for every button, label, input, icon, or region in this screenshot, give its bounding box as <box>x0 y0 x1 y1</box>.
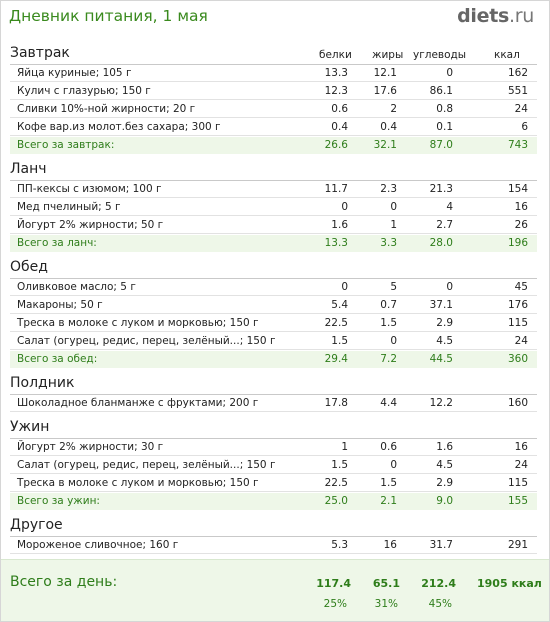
food-row[interactable] <box>10 297 537 314</box>
kcal-value: 24 <box>514 103 528 115</box>
kcal-value: 115 <box>507 317 528 329</box>
carbs-value: 28.0 <box>429 237 453 249</box>
meal-total-label: Всего за завтрак: <box>17 139 115 151</box>
day-total-label: Всего за день: <box>10 574 118 590</box>
carbs-value: 4 <box>446 201 453 213</box>
day-total-kcal: 1905 ккал <box>477 577 542 590</box>
food-name: Йогурт 2% жирности; 50 г <box>17 219 164 231</box>
section-title-snack: Полдник <box>10 375 75 391</box>
page-title: Дневник питания, 1 мая <box>9 7 208 25</box>
carbs-value: 2.9 <box>436 317 453 329</box>
carbs-value: 2.9 <box>436 477 453 489</box>
protein-value: 13.3 <box>324 237 348 249</box>
fat-value: 32.1 <box>373 139 397 151</box>
kcal-value: 160 <box>507 397 528 409</box>
fat-value: 2.3 <box>380 183 397 195</box>
protein-value: 1.6 <box>331 219 348 231</box>
protein-value: 1 <box>341 441 348 453</box>
food-name: Треска в молоке с луком и морковью; 150 г <box>17 477 259 489</box>
food-row[interactable] <box>10 315 537 332</box>
section-title-dinner: Обед <box>10 259 48 275</box>
day-total-protein: 117.4 <box>316 577 351 590</box>
fat-value: 3.3 <box>380 237 397 249</box>
protein-value: 13.3 <box>324 67 348 79</box>
food-name: Треска в молоке с луком и морковью; 150 г <box>17 317 259 329</box>
section-title-lunch: Ланч <box>10 161 47 177</box>
food-row[interactable] <box>10 279 537 296</box>
food-name: Оливковое масло; 5 г <box>17 281 136 293</box>
carbs-value: 4.5 <box>436 459 453 471</box>
carbs-value: 0 <box>446 281 453 293</box>
carbs-value: 44.5 <box>429 353 453 365</box>
day-pct-carbs: 45% <box>428 598 452 610</box>
protein-value: 5.3 <box>331 539 348 551</box>
food-name: Йогурт 2% жирности; 30 г <box>17 441 164 453</box>
food-name: Кулич с глазурью; 150 г <box>17 85 151 97</box>
fat-value: 4.4 <box>380 397 397 409</box>
protein-value: 12.3 <box>324 85 348 97</box>
carbs-value: 0 <box>446 67 453 79</box>
food-row[interactable] <box>10 199 537 216</box>
fat-value: 2 <box>390 103 397 115</box>
food-name: Салат (огурец, редис, перец, зелёный...; 150 г <box>17 335 276 347</box>
food-name: Мед пчелиный; 5 г <box>17 201 121 213</box>
site-logo[interactable] <box>457 5 534 27</box>
protein-value: 0 <box>341 201 348 213</box>
carbs-value: 0.1 <box>436 121 453 133</box>
fat-value: 1.5 <box>380 317 397 329</box>
meal-total-label: Всего за обед: <box>17 353 98 365</box>
protein-value: 1.5 <box>331 335 348 347</box>
fat-value: 2.1 <box>380 495 397 507</box>
day-pct-fat: 31% <box>374 598 398 610</box>
section-title-breakfast: Завтрак <box>10 45 70 61</box>
carbs-value: 9.0 <box>436 495 453 507</box>
kcal-value: 16 <box>514 201 528 213</box>
food-row[interactable] <box>10 83 537 100</box>
kcal-value: 45 <box>514 281 528 293</box>
carbs-value: 12.2 <box>429 397 453 409</box>
kcal-value: 196 <box>507 237 528 249</box>
section-title-supper: Ужин <box>10 419 50 435</box>
carbs-value: 31.7 <box>429 539 453 551</box>
food-row[interactable] <box>10 217 537 234</box>
protein-value: 22.5 <box>324 477 348 489</box>
kcal-value: 291 <box>507 539 528 551</box>
column-header-protein: белки <box>319 49 352 61</box>
fat-value: 0.6 <box>380 441 397 453</box>
food-row[interactable] <box>10 333 537 350</box>
fat-value: 0 <box>390 459 397 471</box>
kcal-value: 551 <box>507 85 528 97</box>
kcal-value: 162 <box>507 67 528 79</box>
food-name: Кофе вар.из молот.без сахара; 300 г <box>17 121 221 133</box>
fat-value: 16 <box>383 539 397 551</box>
kcal-value: 743 <box>507 139 528 151</box>
meal-total-row <box>10 137 537 154</box>
column-header-kcal: ккал <box>494 49 520 61</box>
fat-value: 0.7 <box>380 299 397 311</box>
logo-tld: .ru <box>509 5 534 27</box>
fat-value: 17.6 <box>373 85 397 97</box>
fat-value: 0 <box>390 201 397 213</box>
meal-total-row <box>10 493 537 510</box>
food-row[interactable] <box>10 475 537 492</box>
kcal-value: 360 <box>507 353 528 365</box>
kcal-value: 24 <box>514 335 528 347</box>
food-row[interactable] <box>10 395 537 412</box>
protein-value: 22.5 <box>324 317 348 329</box>
carbs-value: 21.3 <box>429 183 453 195</box>
fat-value: 5 <box>390 281 397 293</box>
protein-value: 0.6 <box>331 103 348 115</box>
kcal-value: 155 <box>507 495 528 507</box>
section-title-other: Другое <box>10 517 63 533</box>
meal-total-label: Всего за ужин: <box>17 495 100 507</box>
fat-value: 0 <box>390 335 397 347</box>
meal-total-row <box>10 351 537 368</box>
kcal-value: 6 <box>521 121 528 133</box>
food-row[interactable] <box>10 537 537 554</box>
header <box>0 0 548 32</box>
fat-value: 1 <box>390 219 397 231</box>
protein-value: 26.6 <box>324 139 348 151</box>
protein-value: 0 <box>341 281 348 293</box>
day-total-panel <box>1 559 549 621</box>
protein-value: 17.8 <box>324 397 348 409</box>
carbs-value: 0.8 <box>436 103 453 115</box>
fat-value: 1.5 <box>380 477 397 489</box>
day-pct-protein: 25% <box>323 598 347 610</box>
carbs-value: 86.1 <box>429 85 453 97</box>
fat-value: 0.4 <box>380 121 397 133</box>
kcal-value: 26 <box>514 219 528 231</box>
food-name: ПП-кексы с изюмом; 100 г <box>17 183 162 195</box>
protein-value: 29.4 <box>324 353 348 365</box>
carbs-value: 1.6 <box>436 441 453 453</box>
food-name: Шоколадное бланманже с фруктами; 200 г <box>17 397 259 409</box>
fat-value: 7.2 <box>380 353 397 365</box>
meal-total-label: Всего за ланч: <box>17 237 97 249</box>
food-name: Салат (огурец, редис, перец, зелёный...; 150 г <box>17 459 276 471</box>
food-name: Макароны; 50 г <box>17 299 103 311</box>
food-row[interactable] <box>10 181 537 198</box>
day-total-carbs: 212.4 <box>421 577 456 590</box>
food-row[interactable] <box>10 101 537 118</box>
column-header-carbs: углеводы <box>413 49 467 61</box>
protein-value: 1.5 <box>331 459 348 471</box>
protein-value: 25.0 <box>324 495 348 507</box>
kcal-value: 115 <box>507 477 528 489</box>
food-name: Мороженое сливочное; 160 г <box>17 539 179 551</box>
kcal-value: 24 <box>514 459 528 471</box>
carbs-value: 4.5 <box>436 335 453 347</box>
food-row[interactable] <box>10 439 537 456</box>
carbs-value: 87.0 <box>429 139 453 151</box>
carbs-value: 2.7 <box>436 219 453 231</box>
protein-value: 5.4 <box>331 299 348 311</box>
protein-value: 0.4 <box>331 121 348 133</box>
fat-value: 12.1 <box>373 67 397 79</box>
protein-value: 11.7 <box>324 183 348 195</box>
food-row[interactable] <box>10 65 537 82</box>
meal-total-row <box>10 235 537 252</box>
logo-main: diets <box>457 5 509 27</box>
kcal-value: 176 <box>507 299 528 311</box>
day-total-fat: 65.1 <box>372 577 400 590</box>
kcal-value: 154 <box>507 183 528 195</box>
food-row[interactable] <box>10 119 537 136</box>
kcal-value: 16 <box>514 441 528 453</box>
carbs-value: 37.1 <box>429 299 453 311</box>
column-header-fat: жиры <box>372 49 404 61</box>
food-name: Сливки 10%-ной жирности; 20 г <box>17 103 196 115</box>
food-row[interactable] <box>10 457 537 474</box>
food-name: Яйца куриные; 105 г <box>17 67 132 79</box>
